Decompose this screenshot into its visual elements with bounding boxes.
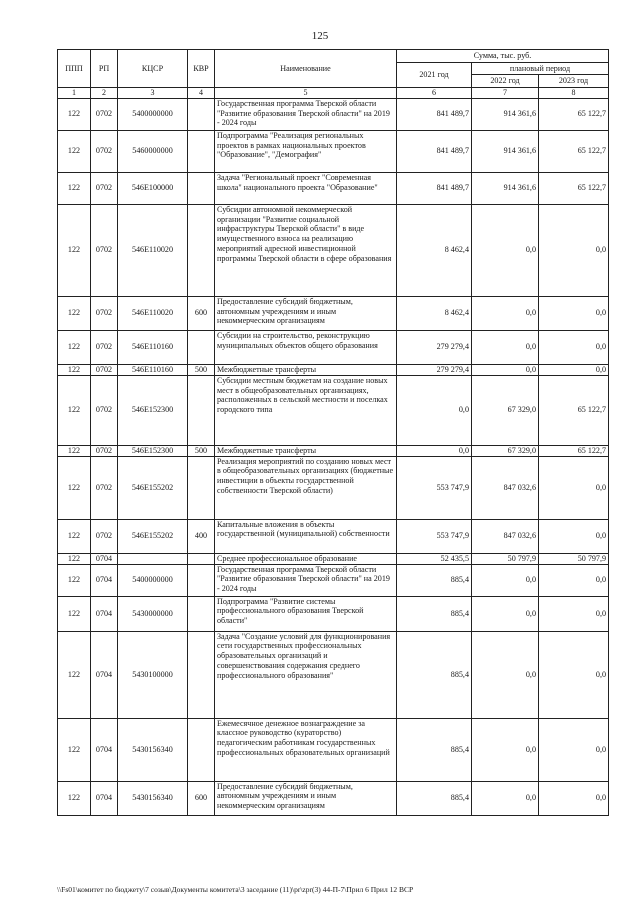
cell-2023: 50 797,9	[539, 553, 609, 564]
cell-2023: 0,0	[539, 781, 609, 815]
cell-ppp: 122	[58, 564, 91, 596]
cell-kcsr: 5430156340	[118, 718, 188, 781]
cell-kcsr: 546E110160	[118, 330, 188, 364]
cell-rp: 0704	[91, 596, 118, 631]
cell-2021: 52 435,5	[397, 553, 472, 564]
cell-2023: 65 122,7	[539, 130, 609, 172]
cell-2023: 65 122,7	[539, 375, 609, 445]
cell-2022: 0,0	[472, 631, 539, 718]
cell-kvr	[188, 98, 215, 130]
cell-rp: 0702	[91, 445, 118, 456]
cell-2021: 279 279,4	[397, 330, 472, 364]
cell-ppp: 122	[58, 456, 91, 519]
cell-name: Задача "Региональный проект "Современная школа" национального проекта "Образование"	[215, 172, 397, 204]
cell-2021: 8 462,4	[397, 204, 472, 296]
cell-kvr	[188, 631, 215, 718]
cell-2021: 885,4	[397, 564, 472, 596]
cell-2021: 885,4	[397, 631, 472, 718]
cell-2022: 914 361,6	[472, 130, 539, 172]
cell-2022: 914 361,6	[472, 98, 539, 130]
cell-name: Межбюджетные трансферты	[215, 445, 397, 456]
cell-kvr: 400	[188, 519, 215, 553]
cell-kcsr: 5430156340	[118, 781, 188, 815]
file-path-footer: \\Fs01\комитет по бюджету\7 созыв\Документы комитета\3 заседание (11)\pr\zpr(3) 44-П-7\Прил 6 Прил 12 ВСР	[57, 885, 414, 894]
cell-2021: 8 462,4	[397, 296, 472, 330]
cell-ppp: 122	[58, 330, 91, 364]
column-index: 6	[397, 88, 472, 99]
cell-kvr	[188, 718, 215, 781]
cell-2023: 0,0	[539, 564, 609, 596]
cell-name: Межбюджетные трансферты	[215, 364, 397, 375]
cell-kcsr: 546E110160	[118, 364, 188, 375]
cell-2022: 0,0	[472, 204, 539, 296]
cell-kvr	[188, 375, 215, 445]
cell-name: Предоставление субсидий бюджетным, автономным учреждениям и иным некоммерческим организациям	[215, 781, 397, 815]
cell-2021: 279 279,4	[397, 364, 472, 375]
cell-kvr: 600	[188, 296, 215, 330]
cell-rp: 0702	[91, 296, 118, 330]
table-row	[58, 296, 609, 330]
table-row	[58, 204, 609, 296]
column-index: 8	[539, 88, 609, 99]
table-header	[58, 50, 609, 99]
cell-2023: 0,0	[539, 296, 609, 330]
column-index-row	[58, 88, 609, 99]
cell-2022: 0,0	[472, 564, 539, 596]
cell-name: Субсидии местным бюджетам на создание новых мест в общеобразовательных организациях, расположенных в сельской местности и поселках городского типа	[215, 375, 397, 445]
cell-2022: 914 361,6	[472, 172, 539, 204]
cell-kvr	[188, 456, 215, 519]
table-row	[58, 364, 609, 375]
header-ppp: ППП	[58, 50, 91, 88]
table-row	[58, 596, 609, 631]
cell-rp: 0702	[91, 364, 118, 375]
column-index: 1	[58, 88, 91, 99]
cell-2022: 847 032,6	[472, 456, 539, 519]
cell-name: Государственная программа Тверской области "Развитие образования Тверской области" на 2019 - 2024 годы	[215, 98, 397, 130]
cell-rp: 0702	[91, 172, 118, 204]
header-sum: Сумма, тыс. руб.	[397, 50, 609, 63]
cell-kcsr: 5400000000	[118, 98, 188, 130]
table-row	[58, 781, 609, 815]
cell-kcsr: 5430100000	[118, 631, 188, 718]
table-row	[58, 445, 609, 456]
table-row	[58, 718, 609, 781]
cell-kvr: 500	[188, 445, 215, 456]
header-rp: РП	[91, 50, 118, 88]
table-body	[58, 98, 609, 815]
budget-table	[57, 49, 609, 816]
page-number: 125	[311, 30, 329, 42]
table-row	[58, 130, 609, 172]
header-name: Наименование	[215, 50, 397, 88]
cell-name: Подпрограмма "Реализация региональных проектов в рамках национальных проектов "Образование", "Демография"	[215, 130, 397, 172]
cell-2021: 885,4	[397, 718, 472, 781]
cell-2021: 553 747,9	[397, 519, 472, 553]
table-row	[58, 564, 609, 596]
table-row	[58, 519, 609, 553]
cell-rp: 0702	[91, 519, 118, 553]
cell-kvr	[188, 596, 215, 631]
cell-kcsr: 546E152300	[118, 375, 188, 445]
cell-ppp: 122	[58, 375, 91, 445]
cell-kvr: 600	[188, 781, 215, 815]
cell-kcsr: 546E152300	[118, 445, 188, 456]
cell-kvr	[188, 564, 215, 596]
cell-kcsr: 546E100000	[118, 172, 188, 204]
cell-2023: 65 122,7	[539, 445, 609, 456]
cell-2021: 0,0	[397, 445, 472, 456]
cell-ppp: 122	[58, 519, 91, 553]
cell-2023: 0,0	[539, 519, 609, 553]
table-row	[58, 172, 609, 204]
table-row	[58, 375, 609, 445]
cell-kvr	[188, 330, 215, 364]
cell-2022: 847 032,6	[472, 519, 539, 553]
table-row	[58, 98, 609, 130]
cell-name: Субсидии на строительство, реконструкцию муниципальных объектов общего образования	[215, 330, 397, 364]
column-index: 3	[118, 88, 188, 99]
header-kcsr: КЦСР	[118, 50, 188, 88]
cell-2021: 553 747,9	[397, 456, 472, 519]
cell-rp: 0704	[91, 564, 118, 596]
cell-ppp: 122	[58, 553, 91, 564]
cell-2022: 0,0	[472, 781, 539, 815]
cell-name: Подпрограмма "Развитие системы профессионального образования Тверской области"	[215, 596, 397, 631]
cell-kcsr: 5460000000	[118, 130, 188, 172]
cell-2023: 65 122,7	[539, 98, 609, 130]
cell-name: Задача "Создание условий для функционирования сети государственных профессиональных образовательных организаций и совершенствования содержания среднего профессионального образования"	[215, 631, 397, 718]
header-planned-period: плановый период	[472, 63, 609, 75]
cell-kcsr	[118, 553, 188, 564]
cell-name: Предоставление субсидий бюджетным, автономным учреждениям и иным некоммерческим организациям	[215, 296, 397, 330]
cell-kvr	[188, 553, 215, 564]
cell-name: Реализация мероприятий по созданию новых мест в общеобразовательных организациях (бюджетные инвестиции в объекты государственной собственности Тверской области)	[215, 456, 397, 519]
cell-kvr: 500	[188, 364, 215, 375]
cell-ppp: 122	[58, 781, 91, 815]
cell-ppp: 122	[58, 445, 91, 456]
cell-2022: 67 329,0	[472, 375, 539, 445]
cell-rp: 0702	[91, 204, 118, 296]
cell-rp: 0704	[91, 781, 118, 815]
cell-2022: 67 329,0	[472, 445, 539, 456]
header-year-2022: 2022 год	[472, 75, 539, 88]
cell-2022: 0,0	[472, 596, 539, 631]
table-row	[58, 456, 609, 519]
cell-rp: 0704	[91, 553, 118, 564]
cell-2023: 0,0	[539, 330, 609, 364]
cell-2021: 0,0	[397, 375, 472, 445]
cell-2022: 0,0	[472, 296, 539, 330]
cell-2023: 0,0	[539, 456, 609, 519]
table-row	[58, 631, 609, 718]
cell-2023: 65 122,7	[539, 172, 609, 204]
cell-rp: 0702	[91, 130, 118, 172]
table-row	[58, 330, 609, 364]
cell-name: Субсидии автономной некоммерческой организации "Развитие социальной инфраструктуры Тверской области" в виде имущественного взноса на реализацию мероприятий адресной инвестиционной программы Тверской области в сфере образования	[215, 204, 397, 296]
cell-name: Капитальные вложения в объекты государственной (муниципальной) собственности	[215, 519, 397, 553]
cell-ppp: 122	[58, 296, 91, 330]
table-row	[58, 553, 609, 564]
header-year-2023: 2023 год	[539, 75, 609, 88]
cell-kcsr: 546E155202	[118, 456, 188, 519]
cell-2023: 0,0	[539, 204, 609, 296]
cell-rp: 0704	[91, 631, 118, 718]
header-kvr: КВР	[188, 50, 215, 88]
cell-2023: 0,0	[539, 718, 609, 781]
cell-rp: 0702	[91, 375, 118, 445]
cell-name: Ежемесячное денежное вознаграждение за классное руководство (кураторство) педагогическим работникам государственных профессиональных образовательных организаций	[215, 718, 397, 781]
cell-ppp: 122	[58, 364, 91, 375]
cell-ppp: 122	[58, 718, 91, 781]
cell-ppp: 122	[58, 596, 91, 631]
cell-name: Среднее профессиональное образование	[215, 553, 397, 564]
cell-kcsr: 546E155202	[118, 519, 188, 553]
column-index: 2	[91, 88, 118, 99]
cell-ppp: 122	[58, 172, 91, 204]
cell-2022: 0,0	[472, 330, 539, 364]
cell-kcsr: 5400000000	[118, 564, 188, 596]
cell-ppp: 122	[58, 631, 91, 718]
cell-rp: 0704	[91, 718, 118, 781]
cell-kcsr: 546E110020	[118, 296, 188, 330]
cell-kcsr: 546E110020	[118, 204, 188, 296]
header-year-2021: 2021 год	[397, 63, 472, 88]
column-index: 4	[188, 88, 215, 99]
cell-rp: 0702	[91, 98, 118, 130]
cell-ppp: 122	[58, 204, 91, 296]
cell-rp: 0702	[91, 456, 118, 519]
cell-kvr	[188, 130, 215, 172]
cell-2023: 0,0	[539, 364, 609, 375]
cell-2022: 0,0	[472, 718, 539, 781]
cell-2021: 885,4	[397, 781, 472, 815]
cell-2021: 841 489,7	[397, 98, 472, 130]
cell-2022: 50 797,9	[472, 553, 539, 564]
cell-kcsr: 5430000000	[118, 596, 188, 631]
cell-2021: 885,4	[397, 596, 472, 631]
cell-kvr	[188, 172, 215, 204]
cell-2022: 0,0	[472, 364, 539, 375]
cell-2023: 0,0	[539, 596, 609, 631]
column-index: 5	[215, 88, 397, 99]
cell-ppp: 122	[58, 98, 91, 130]
cell-2023: 0,0	[539, 631, 609, 718]
cell-2021: 841 489,7	[397, 130, 472, 172]
cell-name: Государственная программа Тверской области "Развитие образования Тверской области" на 2019 - 2024 годы	[215, 564, 397, 596]
cell-2021: 841 489,7	[397, 172, 472, 204]
cell-rp: 0702	[91, 330, 118, 364]
column-index: 7	[472, 88, 539, 99]
cell-ppp: 122	[58, 130, 91, 172]
cell-kvr	[188, 204, 215, 296]
